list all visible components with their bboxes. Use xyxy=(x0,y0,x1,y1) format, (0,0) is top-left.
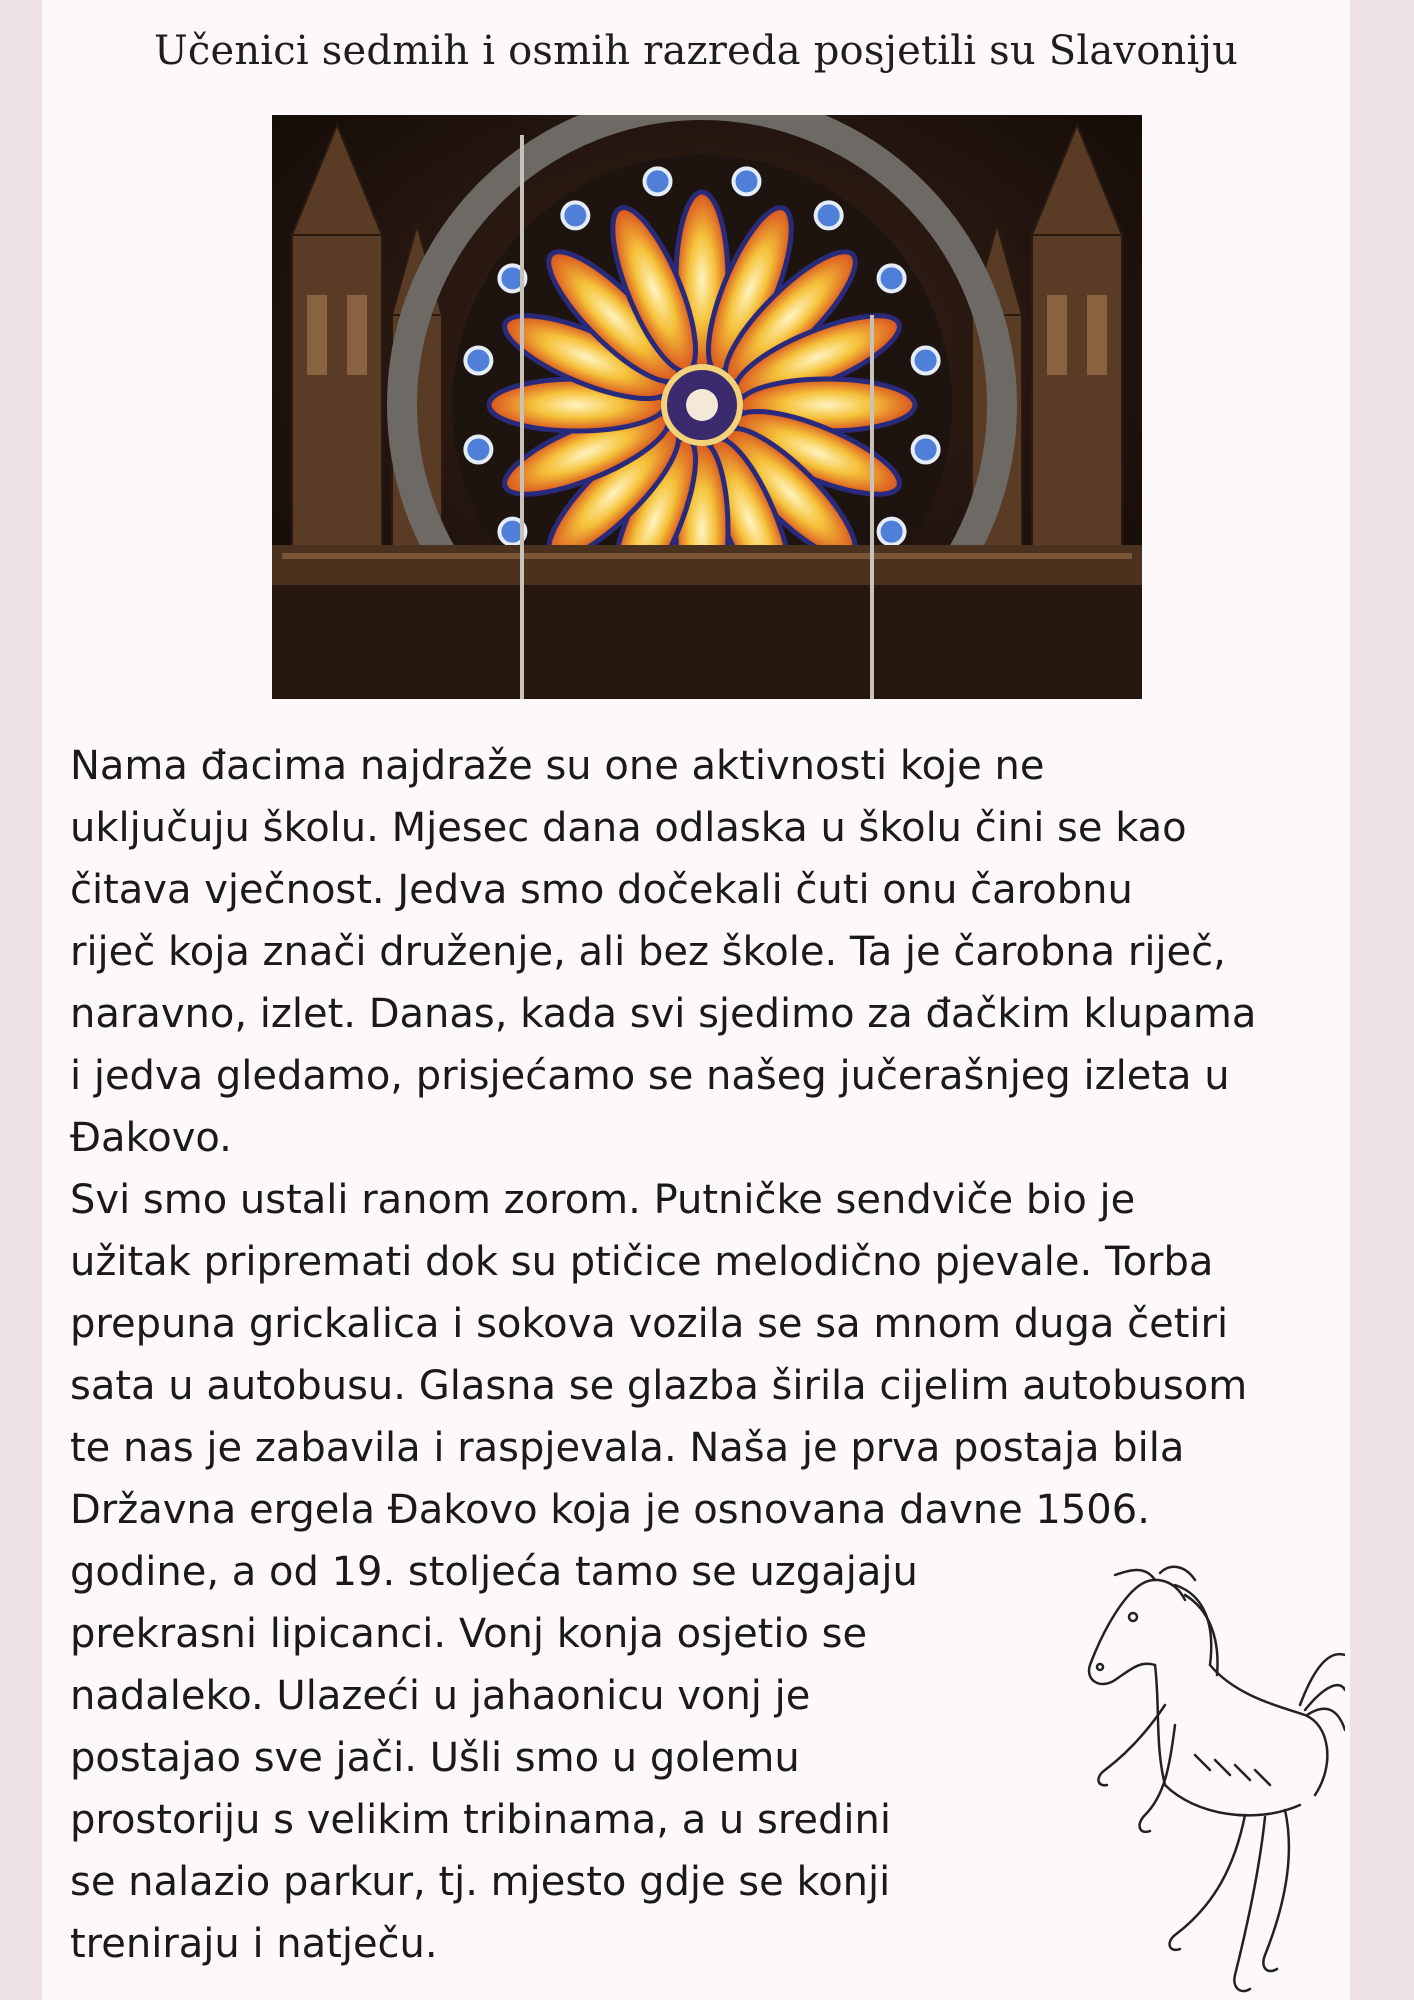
window-medallion xyxy=(465,348,491,374)
window-medallion xyxy=(913,348,939,374)
window-medallion xyxy=(879,265,905,291)
window-medallion xyxy=(645,168,671,194)
window-medallion xyxy=(879,519,905,545)
rose-window-photo xyxy=(272,115,1142,699)
window-medallion xyxy=(562,202,588,228)
document-page xyxy=(42,0,1350,2000)
window-medallion xyxy=(733,168,759,194)
galloping-horse-icon xyxy=(1045,1555,1345,2000)
window-medallion xyxy=(465,436,491,462)
rose-window-icon xyxy=(272,115,1142,699)
window-medallion xyxy=(913,436,939,462)
paragraph: Nama đacima najdraže su one aktivnosti koje ne uključuju školu. Mjesec dana odlaska u školu čini se kao čitava vječnost. Jedva smo dočekali čuti onu čarobnu riječ koja znači druženje, ali bez škole. Ta je čarobna riječ, naravno, izlet. Danas, kada svi sjedimo za đačkim klupama i jedva gledamo, prisjećamo se našeg jučerašnjeg izleta u Đakovo. xyxy=(70,743,1257,1161)
paragraph: Svi smo ustali ranom zorom. Putničke sendviče bio je užitak pripremati dok su ptičice melodično pjevale. Torba prepuna grickalica i sokova vozila se sa mnom duga četiri sata u autobusu. Glasna se glazba širila cijelim autobusom te nas je zabavila i raspjevala. Naša je prva postaja bila Državna ergela Đakovo koja je osnovana davne 1506. godine, a od 19. stoljeća tamo se uzgajaju prekrasni lipicanci. Vonj konja osjetio se nadaleko. Ulazeći u jahaonicu vonj je postajao sve jači. Ušli smo u golemu prostoriju s velikim tribinama, a u sredini se nalazio parkur, tj. mjesto gdje se konji treniraju i natječu. xyxy=(70,1177,1248,1967)
window-medallion xyxy=(816,202,842,228)
article-title: Učenici sedmih i osmih razreda posjetili su Slavoniju xyxy=(153,28,1239,74)
